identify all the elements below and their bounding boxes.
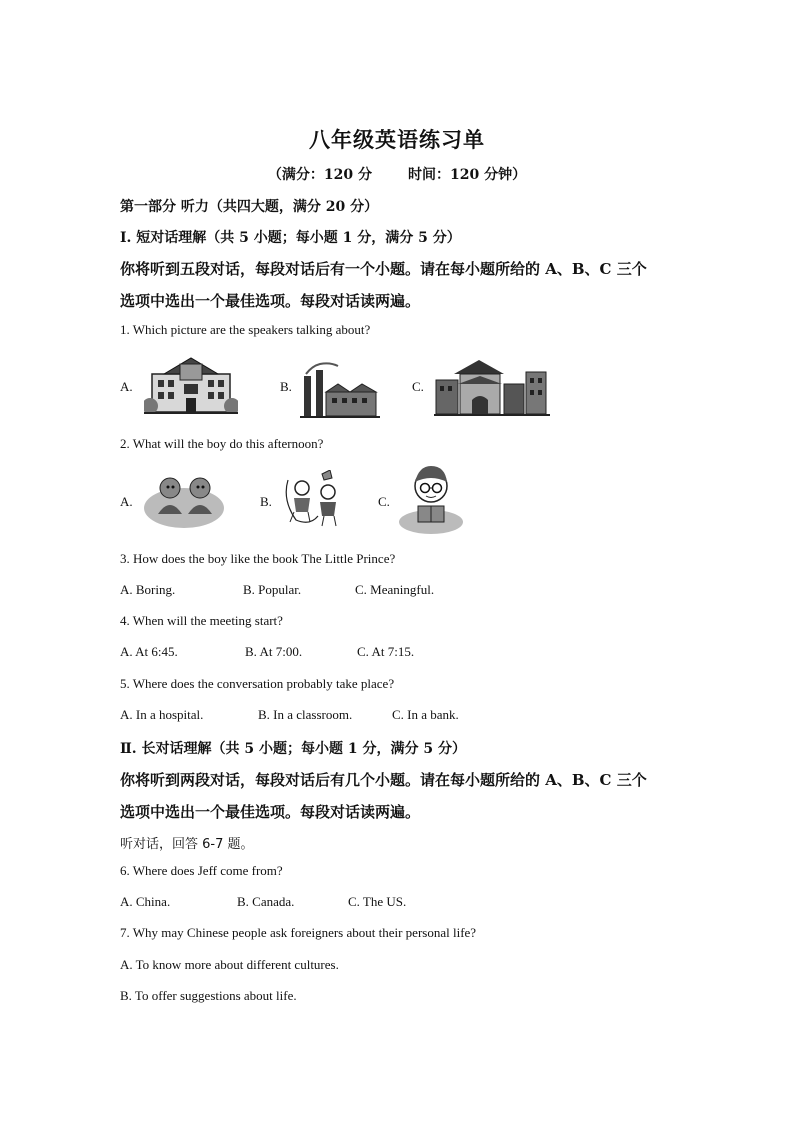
question-7: 7. Why may Chinese people ask foreigners about their personal life? bbox=[120, 925, 477, 940]
section1-instruction-line2: 选项中选出一个最佳选项。每段对话读两遍。 bbox=[120, 292, 421, 310]
q6-option-a: A. China. bbox=[120, 894, 171, 909]
q6-option-b: B. Canada. bbox=[237, 894, 295, 909]
section2-subheading: 听对话，回答 6-7 题。 bbox=[120, 837, 254, 852]
q2-option-c-label: C. bbox=[378, 494, 390, 509]
section1-heading: Ⅰ. 短对话理解（共 5 小题；每小题 1 分，满分 5 分） bbox=[120, 230, 461, 246]
q4-option-c: C. At 7:15. bbox=[357, 644, 415, 659]
section2-instruction-line2: 选项中选出一个最佳选项。每段对话读两遍。 bbox=[120, 803, 421, 821]
q1-option-b-label: B. bbox=[280, 379, 292, 394]
question-4: 4. When will the meeting start? bbox=[120, 613, 283, 628]
temple-buildings-icon bbox=[434, 354, 550, 418]
time-limit: 时间：120 分钟） bbox=[408, 167, 527, 183]
q5-option-b: B. In a classroom. bbox=[258, 707, 353, 722]
q6-option-c: C. The US. bbox=[348, 894, 407, 909]
kids-talking-icon bbox=[142, 468, 226, 530]
q3-option-b: B. Popular. bbox=[243, 582, 302, 597]
q4-option-b: B. At 7:00. bbox=[245, 644, 303, 659]
q2-option-a-label: A. bbox=[120, 494, 133, 509]
q1-option-c-label: C. bbox=[412, 379, 424, 394]
section2-heading: Ⅱ. 长对话理解（共 5 小题；每小题 1 分，满分 5 分） bbox=[120, 741, 467, 757]
q5-option-c: C. In a bank. bbox=[392, 707, 459, 722]
question-3: 3. How does the boy like the book The Little Prince? bbox=[120, 551, 396, 566]
part-heading: 第一部分 听力（共四大题，满分 20 分） bbox=[120, 199, 379, 215]
full-score: （满分：120 分 bbox=[267, 167, 372, 183]
question-6: 6. Where does Jeff come from? bbox=[120, 863, 283, 878]
school-building-icon bbox=[144, 354, 238, 416]
q7-option-a: A. To know more about different cultures. bbox=[120, 957, 339, 972]
question-2: 2. What will the boy do this afternoon? bbox=[120, 436, 324, 451]
q5-option-a: A. In a hospital. bbox=[120, 707, 204, 722]
question-5: 5. Where does the conversation probably take place? bbox=[120, 676, 395, 691]
q2-option-b-label: B. bbox=[260, 494, 272, 509]
section2-instruction-line1: 你将听到两段对话，每段对话后有几个小题。请在每小题所给的 A、B、C 三个 bbox=[120, 771, 647, 789]
q4-option-a: A. At 6:45. bbox=[120, 644, 178, 659]
q1-option-a-label: A. bbox=[120, 379, 133, 394]
q3-option-a: A. Boring. bbox=[120, 582, 176, 597]
q3-option-c: C. Meaningful. bbox=[355, 582, 435, 597]
boy-reading-icon bbox=[398, 462, 464, 536]
score-time-line bbox=[0, 164, 794, 184]
section1-instruction-line1: 你将听到五段对话，每段对话后有一个小题。请在每小题所给的 A、B、C 三个 bbox=[120, 260, 647, 278]
q7-option-b: B. To offer suggestions about life. bbox=[120, 988, 297, 1003]
kids-playing-icon bbox=[282, 470, 346, 530]
page-title: 八年级英语练习单 bbox=[309, 127, 485, 152]
factory-icon bbox=[298, 356, 380, 420]
question-1: 1. Which picture are the speakers talking about? bbox=[120, 322, 371, 337]
